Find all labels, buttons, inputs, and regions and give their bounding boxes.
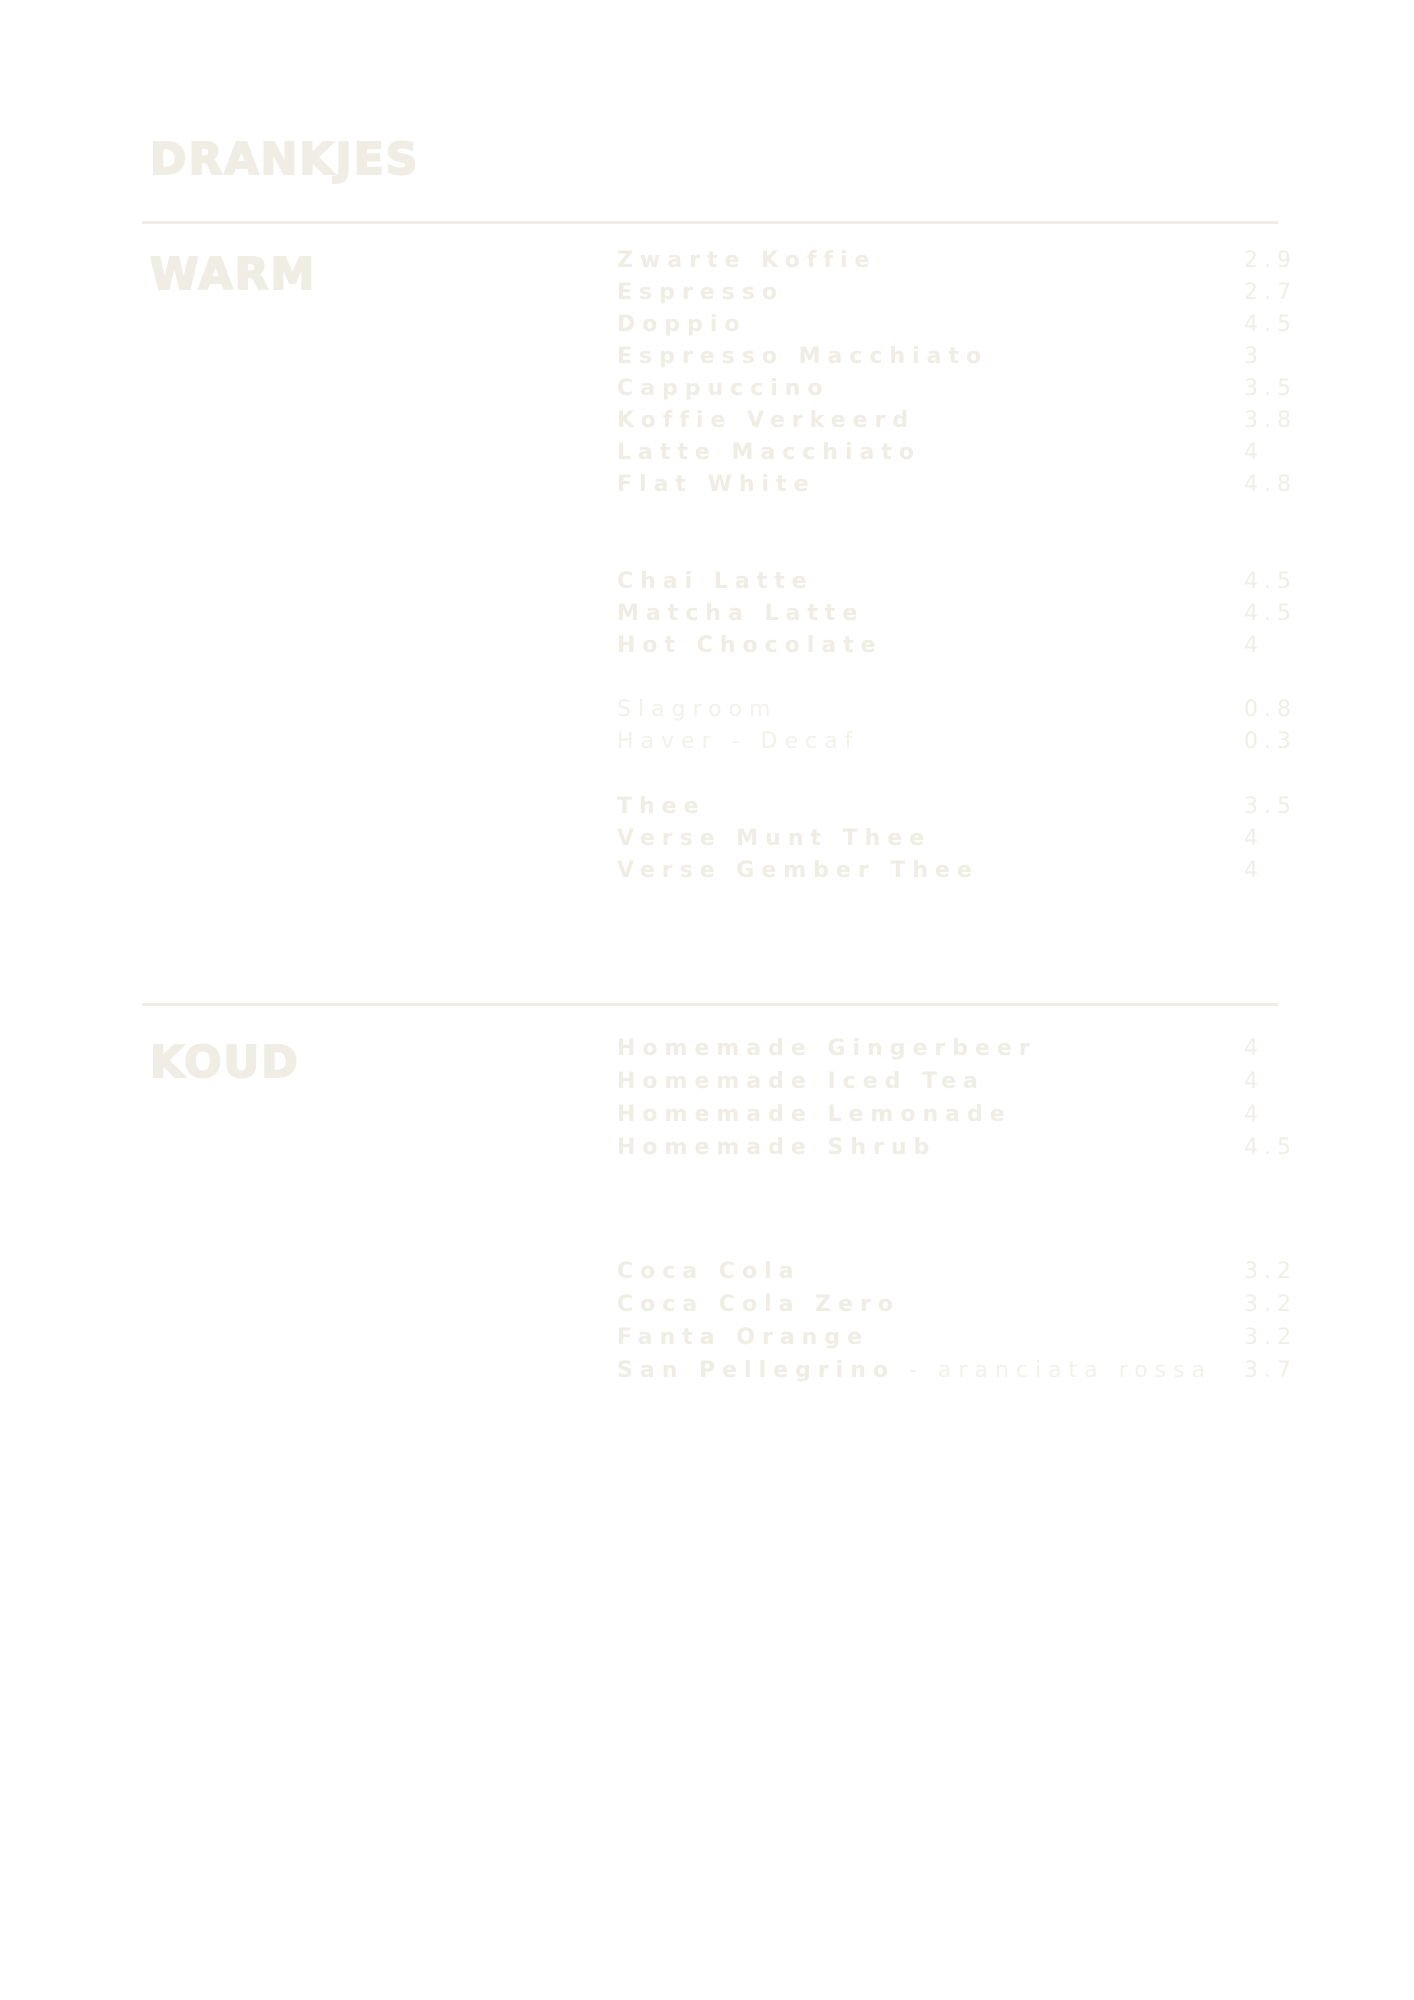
item-price: 4: [1244, 858, 1264, 883]
item-price: 4.5: [1244, 569, 1297, 594]
item-name: Homemade Gingerbeer: [617, 1036, 1037, 1061]
item-price: 4: [1244, 1102, 1264, 1127]
item-name: Espresso: [617, 280, 784, 305]
item-name-suffix: - aranciata rossa: [894, 1358, 1213, 1383]
item-name: Fanta Orange: [617, 1325, 869, 1350]
menu-item: [617, 1067, 1287, 1097]
item-price: 4: [1244, 440, 1264, 465]
menu-item: [617, 374, 1297, 404]
menu-item: [617, 1257, 1297, 1287]
item-name: [617, 1356, 1212, 1386]
item-price: 3.5: [1244, 794, 1297, 819]
item-name: Espresso Macchiato: [617, 344, 989, 369]
item-price: 3.2: [1244, 1325, 1297, 1350]
item-name: Coca Cola: [617, 1259, 801, 1284]
item-price: 3.5: [1244, 376, 1297, 401]
item-price: 0.8: [1244, 697, 1297, 722]
item-price: 3.2: [1244, 1259, 1297, 1284]
item-name: Homemade Shrub: [617, 1135, 937, 1160]
item-name: Cappuccino: [617, 376, 830, 401]
menu-item: [617, 246, 1297, 276]
menu-item: [617, 438, 1287, 468]
item-price: 2.7: [1244, 280, 1297, 305]
item-name: Thee: [617, 794, 706, 819]
item-price: 4.5: [1244, 1135, 1297, 1160]
menu-item: [617, 406, 1297, 436]
item-price: 4.5: [1244, 312, 1297, 337]
item-name: Verse Munt Thee: [617, 826, 932, 851]
menu-item: [617, 1133, 1297, 1163]
item-price: 3.2: [1244, 1292, 1297, 1317]
item-name: Zwarte Koffie: [617, 248, 877, 273]
item-name: Latte Macchiato: [617, 440, 921, 465]
menu-item: [617, 599, 1297, 629]
item-name: Chai Latte: [617, 569, 814, 594]
menu-item: [617, 567, 1297, 597]
item-name-main: San Pellegrino: [617, 1358, 895, 1383]
item-name: Matcha Latte: [617, 601, 865, 626]
divider: [142, 221, 1278, 224]
item-name: Hot Chocolate: [617, 633, 883, 658]
menu-item: [617, 792, 1297, 822]
item-name: Doppio: [617, 312, 747, 337]
item-price: 0.3: [1244, 729, 1297, 754]
menu-item: [617, 342, 1287, 372]
item-name: Coca Cola Zero: [617, 1292, 900, 1317]
item-price: 4: [1244, 1036, 1264, 1061]
item-price: 3: [1244, 344, 1264, 369]
item-name: Homemade Lemonade: [617, 1102, 1012, 1127]
menu-item: [617, 727, 1297, 757]
menu-item: [617, 856, 1287, 886]
menu-item: [617, 1323, 1297, 1353]
item-name: Slagroom: [617, 697, 778, 722]
item-price: 3.7: [1244, 1358, 1297, 1383]
divider: [142, 1003, 1278, 1006]
item-name: Homemade Iced Tea: [617, 1069, 985, 1094]
page-title: DRANKJES: [150, 134, 420, 185]
item-name: Haver - Decaf: [617, 729, 860, 754]
item-price: 4: [1244, 1069, 1264, 1094]
menu-item: [617, 278, 1297, 308]
item-name: Koffie Verkeerd: [617, 408, 916, 433]
item-price: 2.9: [1244, 248, 1297, 273]
menu-item: [617, 824, 1287, 854]
item-price: 4: [1244, 633, 1264, 658]
section-title-warm: WARM: [150, 249, 317, 300]
item-name: Flat White: [617, 472, 816, 497]
menu-item: [617, 310, 1297, 340]
menu-item: [617, 1356, 1297, 1386]
item-price: 4: [1244, 826, 1264, 851]
menu-item: [617, 1290, 1297, 1320]
menu-item: [617, 1034, 1287, 1064]
item-price: 4.8: [1244, 472, 1297, 497]
menu-item: [617, 631, 1287, 661]
item-price: 4.5: [1244, 601, 1297, 626]
menu-item: [617, 1100, 1287, 1130]
menu-item: [617, 695, 1297, 725]
menu-item: [617, 470, 1297, 500]
item-name: Verse Gember Thee: [617, 858, 979, 883]
section-title-koud: KOUD: [150, 1037, 300, 1088]
item-price: 3.8: [1244, 408, 1297, 433]
